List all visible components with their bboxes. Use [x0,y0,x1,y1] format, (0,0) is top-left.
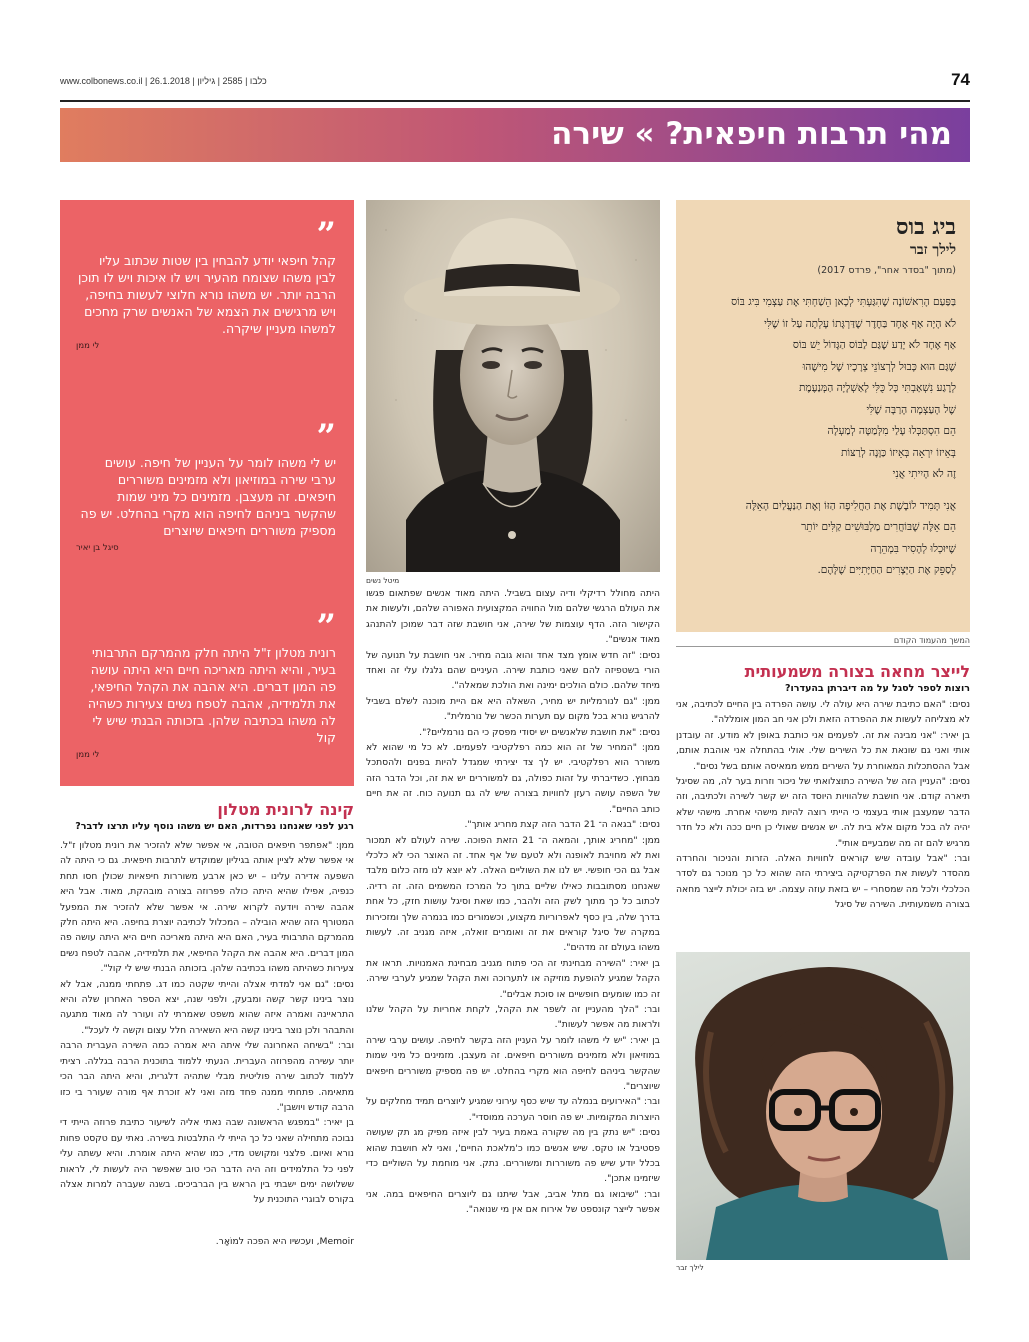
paragraph: נסים: "בגאה ה־ 21 הדבר הזה קצת מחריג אותך". [464,819,660,831]
portrait-photo-glasses [676,952,970,1260]
quote-author: סיגל בן יאיר [76,543,119,553]
poem-line: שֶׁל הָעַצְמָה הָרַבָּה שֶׁלִּי [866,403,956,416]
poem-line: הֵם הִסְתַּכְּלוּ עָלַי מִלְּמַטָּה לְמַעְלָה [827,425,956,437]
pull-quote [76,607,336,760]
pull-quotes-panel [60,200,354,786]
portrait-glasses-illustration [676,952,970,1260]
portrait-hat-illustration [366,200,660,572]
quote-text: רונית מטלון ז"ל היתה חלק מהמרקם התרבותי בעיר, והיא היתה מאריכה חיים היא היתה עושה פה המון דברים. היא אהבה את הקהל החיפאי, את תלמידיה, אהבה לטפח נשים צעירות כשהיה לה משהו בכתיבה שלהן. בזכותה הבנתי שיש לי קול [87,645,336,745]
poem-line: לְסַפֵּק אֶת הַיְּצָרִים הַחַיָּתִיִּים שֶׁלָּהֶם. [817,564,956,576]
paragraph: נסים: "את חושבת שלאנשים יש יסודי מפסק כי הם נורמליים?". [419,726,660,738]
page-folio [60,70,970,96]
photo-credit-hat: מיטל נשים [366,576,400,585]
quote-mark-icon: ” [316,215,336,255]
quote-text: קהל חיפאי יודע להבחין בין שטות שכתוב עליו לבין משהו שצומח מהעיר ויש לו איכות ויש לו תוכן הרבה יותר. יש משהו נורא חלוצי לעשות בחיפה, ויש מרגישים את הצמא של האנשים שרק מחכים למשהו מעניין שיקרה. [77,253,336,336]
poem-line: אַף אֶחָד לֹא יָדַע שֶׁגַּם לַבּוֹס הַגָּדוֹל יֵשׁ בּוֹס [792,339,956,351]
poem-line: שֶׁגַּם הוּא כָּבוּל לְרְצוֹנֵי צְרָכָיו שֶׁל מִישֶׁהוּ [802,360,956,373]
paragraph: בן יאיר: "במפגש הראשונה שבה נאתי אליה לשיעור כתיבת פרוזה הייתי די נבוכה מתחילה שאני כל כך הייתי לי התלבטות בשירה. נאתי עם טקסט פחות נורא ואיום. פלצני ומקושט מדי, כמו שהיא היתה אומרת. והיא עשתה עלי לפני כל התלמידים וזה היה הדבר הכי טוב שאפשר היה לעשות לי, לראות ששלושה ימים ישבתי בין הראש בין הברביכים. בשנה שעברה למרות אצלה בקורס לבוגרי התוכנית על [60,1117,354,1206]
quote-mark-icon: ” [316,417,336,457]
poem-lines [690,296,956,586]
poem-line: בַּפַּעַם הָרִאשׁוֹנָה שֶׁהִגַּעְתִּי לְכָאן הֵשַׁחְתִּי אֶת עַצְמִי בִּיג בּוֹס [731,296,956,308]
right-article-body [676,697,970,959]
right-article [676,662,970,959]
left-article-subtitle: רגע לפני שאנחנו נפרדות, האם יש משהו נוסף עליו תרצו לדבר? [75,821,354,832]
poem-line: בְּאֵיזוֹ יִרְאָה בְּאֵיזוֹ כַּוָּנָה לְרַצּוֹת [841,446,956,459]
page-headline: מהי תרבות חיפאית? » שירה [551,116,952,152]
paragraph: ממן: "אפתפר חיפאים הטובה, אי אפשר שלא להזכיר את רונית מטלון ז"ל. אי אפשר שלא לציין אותה בגיליון שמוקדש לתרבות חיפאית. גם כי היתה לה השפעה אדירה עלינו – יש כאן ארבע משוררות חיפאיות שכולן חסו תחת כנפיה, אפילו שהיא היתה כולה פפרוזה בצורה מובהקת, מאוד. אבל היא אהבה שירה ויודעה לקרוא שירה. אי אפשר שלא להזכיר את המפעל המטורף הזה שהיא הובילה – המכלול לכתיבה יוצרת בחיפה. היא היתה חלק מהמרקם התרבותי בעיר, האם היא היתה מאריכה חיים היא היתה עושה פה המון דברים. היא אהבה את הקהל החיפאי, את תלמידיה, אהבה לטפח נשים צעירות כשהיתה משהו בכתיבה שלהן. בזכותה הבנתי שיש לי קול". [60,840,354,975]
poem-line: לֹא הָיָה אַף אֶחָד בַּחֶדֶר שֶׁדַּרְגָּתוֹ עָלְתָה עַל זוֹ שֶׁלִּי [764,317,956,330]
quote-author: לי ממן [76,341,100,351]
paragraph: נסים: "האם כתיבת שירה היא עולה לי. עושה הפרדה בין החיים לכתיבה, אני לא מצליחה לעשות את ההפרדה הזאת ולכן אני חב המון אומללה". [676,699,970,726]
paragraph: ובר: "הלך מהעניין זה לשפר את הקהל, לקחת אחריות על הקהל שלנו ולראות מה אפשר לעשות". [366,1003,660,1031]
paragraph: נסים: "יש נתק בין מה שקורה באמת בעיר לבין איזה מפיק מג תק שעושה פסטיבל או טקס. שיש אנשים כמו כ'מלאכת החיים', ואני לא חושבת שהוא בכלל יודע שיש פה משוררות ומשוררים. נתק. אני מוחמת על השוליים כדי שיזמינו אתכן". [366,1127,660,1185]
paragraph: ממן: "גם לנורמליות יש מחיר, השאלה היא אם היית מוכנה לשלם בשביל להרגיש נורא בכל מקום עם תערות הכשר של נורמלית". [366,695,660,723]
paragraph: נסים: "העניין הזה של השירה כתוצלואתי של ניכור וזרות בער לה, מה שסיגל תיארה קודם. אני חושבת שלהוויות היוסד הזה יש קשר לשירה ולכתיבה, וזה הדבר שמעצבן אותי בעצמי כי הייתי רוצה להיות מישהי אחרת. מישהי שלא יהיה לה בכל מקום אלא בית לה. יש אנשים שאולי כן חיים ככה ולא כל חדר מרגיש להם זה מה שמבעיים אותי". [676,776,970,849]
right-article-subtitle: רוצות לספר לסגל על מה דיברתן בהעדרו? [785,683,970,694]
left-article-title: קינה לרונית מטלון [217,800,354,819]
paragraph: ובר: "בשיחה האחרונה שלי איתה היא אמרה כמה השירה העברית הרבה יותר עשירה מהפרוזה העברית. הנעתי ללמוד בתוכנית הרבה בגללה. רציתי ללמוד לכתוב שירה פוליטית מבלי שתהיה דלגרית, והיא היתה הבר הכי מתאימה. פתחתי ממנה פחד מזה ואני לא זוכרת אף מורה שעורר בי כזו הרבה קודש ויושבן". [60,1040,354,1113]
paragraph: ממן: "המחיר של זה הוא כמה רפלקטיבי לפעמים. לא כל מי שהוא לא משורר הוא רפלקטיבי. יש לך צד יצירתי שמגדל להיות בפנים ולהסתכל מבחוץ. כשדיברתי על זהות כפולה, גם למשוררים יש את זה, וכל הדבר הזה של השפה עושה רעזן לחוויות בצורה שיש לה גם תנועה כוח. זה את חיים כותב החיים". [366,742,660,815]
paragraph: נסים: "זה חדש אומץ מצד אחד והוא גובה מחיר. אני חושבת על תנועה של הורי בשטפיזה להם שאני כותבת שירה. העיניים שהם גלגלו עלי זה ואחד מיחד שלהם. כולם הולכים ימינה ואת הולכת שמאלה". [366,649,660,692]
page-number: 74 [951,70,970,89]
poem-box [676,200,970,632]
poem-line: שֶׁיּוּכְלוּ לְהָסִיר בִּמְהֵרָה [870,542,956,555]
paragraph: בן יאיר: "יש לי משהו לומר על העניין הזה בקשר לחיפה. עושים ערבי שירה במוזיאון ולא מזמינים משוררים חיפאים. זה מעצבן. מזמינים כל מיני שמות שהקשר ביניהם לחיפה הוא מקרי בהחלט. יש פה מספיק משוררים חיפאים שיוצרים". [366,1034,660,1092]
poem-title: ביג בוס [895,214,956,240]
paragraph: נסים: "גם אני למדתי אצלה והייתי שקטה כמו דג. פתחתי ממנה, אבל לא נוצר בינינו קשר קשה ומבעק, ולפני שנה, יצא הספר האחרון שלה והיא התראיינה ואמרה איזה שהוא משפט שאמרתי לה ועורר לה מאוד מתגעה והתבהר ולכן נוצר בינינו קשה היא השאירה חלל עצום וקשה לי לעכל". [60,978,354,1036]
pull-quote [76,417,336,553]
poem-source: (מתוך "בסדר אחר", פרדס 2017) [817,265,956,276]
paragraph: היתה מחולל רדיקלי ודיה עצום בשביל. היתה מאוד אנשים שפתאום פגשו את העולם הרגשי שלהם מול החוויה המקצועית האפורה שלהם, ולעשות את הקישור הזה. הדף עוצמות של שירה, אני חושבת שזה דבר שמוכן להתנהג מאוד אנשים". [366,588,660,646]
quote-author: לי ממן [76,750,100,760]
headline-band [60,108,970,162]
continue-note: המשך מהעמוד הקודם [893,636,970,645]
folio-rule [60,100,970,102]
portrait-photo-hat [366,200,660,572]
paragraph: בן יאיר: "אני מבינה את זה. לפעמים אני כותבת באופן לא מודע. זה עובדנן אותי ואני גם שונאת את כל השירים שלי. אולי בהתחלה אני אוהבת אותם, אבל ההסתכלות המאוחרת על השירים ממש ממאיסה אותם בשל נסים". [676,729,970,772]
pull-quote [76,215,336,351]
poem-line: לְרֶגַע נִשְׁאַבְתִּי כָּל כֻּלִּי לָאַשְׁלָיָה הַמְּנַעֶמֶת [799,382,956,394]
photo-credit-glasses: לילך זבר [676,1263,704,1272]
paragraph: ובר: "שיבואו גם מתל אביב, אבל שיתנו גם ליוצרים החיפאים במה. אני אפשר לייצר קונספט של אירוח אם אין מי שנואה". [366,1188,660,1216]
paragraph: ממן: "מחריג אותך, והמאה ה־ 21 הזאת הפוכה. שירה לעולם לא תמכור ואת לא מחויבת לאופנה ולא לטעם של אף אחד. זה האוצר הכי לא כלכלי אבל גם הכי חופשי. יש לנו את השוליים האלה. לא יוצא לנו מזה כלום מלבד שאנחנו מסתובבות כאילו שליים בתוך כל המרכז המשמים הזה. זה רדיה. לכתוב כל כך מתוך לשק הזה ולהבר, כמו שאת וסיגל עושות חזק, כל אחת בדרך שלה, בין כסף לאפרוריות מקצוע, וכשמורים כמו בנמרה שלך ומזכירות במקרה של סיגל קוראים את זה ואומרים זואלה, איזה מגניב זה. לעשות משהו בעולם זה מדהים". [366,834,660,954]
middle-article-body [366,586,660,1276]
left-article [60,800,354,1247]
paragraph: ובר: "אבל עובדה שיש קוראים לחוויות האלה. הזרות והניכור והחרדה מהסדר לעשות את הפרקטיקה ביצירתי הזה שהוא כל כך מנוכר גם לסדר הכלכלי ולכל מה שמסחרי – יש בזאת עוזה עצמה. יש בזה יכולת לייצר מחאה בצורה משמעותית. השירה של סיגל [676,853,970,911]
quote-mark-icon: ” [316,607,336,647]
article-end-line: Memoir, ועכשיו היא הפכה למוֹאָר. [215,1236,354,1247]
folio-info: www.colbonews.co.il | כלבו | 2585 | גיליון | 26.1.2018 [60,76,267,86]
right-article-title: לייצר מחאה בצורה משמעותית [744,662,970,681]
paragraph: בן יאיר: "השירה מבחינתי זה הכי פתוח מגניב מבחינת האמנויות. תראו את הקהל שמגיע להופעת מוזיקה או לתערוכה ואת הקהל שמגיע לערבי שירה. זה כמו שומעים חופשיים או סוכת אבלים". [366,957,660,1000]
poem-line: הֵם אֵלֶּה שֶׁבּוֹחֲרִים מַלְבּוּשִׁים קַלִּים יוֹתֵר [801,521,956,533]
continue-rule [676,646,970,647]
left-article-body [60,838,354,1236]
poem-author: לילך זבר [909,242,956,258]
paragraph: ובר: "האירועים בנמלה עד שיש כסף עירוני שמגיע ליוצרים תמיד מחלקים על היוצרות המקומיות. יש פה חוסר הערכה ממוסדי". [366,1096,660,1123]
poem-line: זֶה לֹא הָיִיתִי אֲנִי [892,468,956,480]
poem-line: אֲנִי תָּמִיד לוֹבֶשֶׁת אֶת הַחֲלִיפָה הַזּוֹ וְאֶת הַנַּעֲלַיִם הָאֵלֶּה [745,499,956,512]
quote-text: יש לי משהו לומר על העניין של חיפה. עושים ערבי שירה במוזיאון ולא מזמינים משוררים חיפאים. זה מעצבן. מזמינים כל מיני שמות שהקשר ביניהם לחיפה הוא מקרי בהחלט. יש פה מספיק משוררים חיפאים שיוצרים [80,455,336,538]
